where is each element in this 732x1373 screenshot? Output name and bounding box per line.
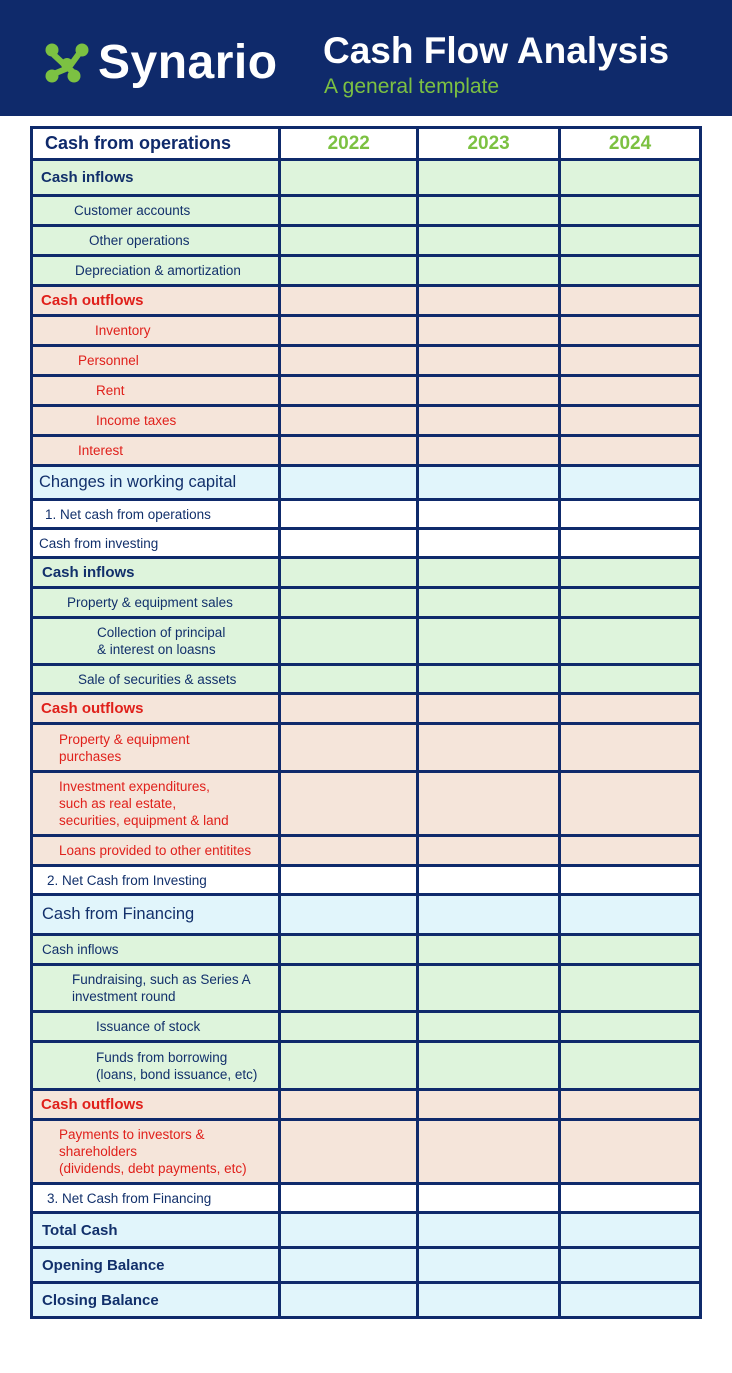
value-cell-2024[interactable]: [560, 196, 701, 226]
row-label: Interest: [32, 436, 280, 466]
value-cell-2022[interactable]: [280, 1184, 418, 1213]
value-cell-2024[interactable]: [560, 965, 701, 1012]
table-row: [32, 286, 701, 316]
table-row: [32, 376, 701, 406]
value-cell-2022[interactable]: [280, 196, 418, 226]
value-cell-2022[interactable]: [280, 376, 418, 406]
cash-flow-table: [30, 126, 702, 1319]
header-banner: [0, 0, 732, 116]
section-heading-operations: Cash from operations: [32, 128, 280, 160]
row-label: Inventory: [32, 316, 280, 346]
page-subtitle: A general template: [324, 75, 500, 98]
table-row: [32, 772, 701, 836]
value-cell-2023[interactable]: [418, 866, 560, 895]
value-cell-2024[interactable]: [560, 160, 701, 196]
table-row: [32, 1120, 701, 1184]
value-cell-2024[interactable]: [560, 866, 701, 895]
value-cell-2024[interactable]: [560, 376, 701, 406]
value-cell-2023[interactable]: [418, 1213, 560, 1248]
table-header-row: [32, 128, 701, 160]
value-cell-2024[interactable]: [560, 529, 701, 558]
value-cell-2022[interactable]: [280, 772, 418, 836]
row-label-line: Payments to investors &: [59, 1127, 205, 1142]
value-cell-2023[interactable]: [418, 935, 560, 965]
table-row: [32, 1090, 701, 1120]
value-cell-2023[interactable]: [418, 316, 560, 346]
row-label-line: investment round: [72, 989, 176, 1004]
row-label: Depreciation & amortization: [32, 256, 280, 286]
value-cell-2024[interactable]: [560, 406, 701, 436]
row-label: Cash from investing: [32, 529, 280, 558]
value-cell-2023[interactable]: [418, 500, 560, 529]
value-cell-2023[interactable]: [418, 965, 560, 1012]
year-header-2023: 2023: [418, 128, 560, 160]
value-cell-2024[interactable]: [560, 558, 701, 588]
table-row: [32, 1042, 701, 1090]
row-label-line: Fundraising, such as Series A: [72, 972, 251, 987]
row-label-line: such as real estate,: [59, 796, 177, 811]
molecule-logo-icon: [44, 42, 90, 84]
value-cell-2023[interactable]: [418, 618, 560, 665]
value-cell-2024[interactable]: [560, 694, 701, 724]
table-row: [32, 694, 701, 724]
value-cell-2024[interactable]: [560, 588, 701, 618]
row-label-line: Property & equipment: [59, 731, 190, 747]
row-label: 3. Net Cash from Financing: [32, 1184, 280, 1213]
value-cell-2023[interactable]: [418, 694, 560, 724]
row-label-line: & interest on loasns: [97, 642, 216, 657]
value-cell-2024[interactable]: [560, 500, 701, 529]
value-cell-2022[interactable]: [280, 1090, 418, 1120]
table-row: [32, 935, 701, 965]
row-label-line: Investment expenditures,: [59, 779, 210, 794]
value-cell-2022[interactable]: [280, 895, 418, 935]
row-label: Closing Balance: [32, 1283, 280, 1318]
row-label-line: (dividends, debt payments, etc): [59, 1161, 247, 1176]
table-row: [32, 965, 701, 1012]
value-cell-2023[interactable]: [418, 558, 560, 588]
year-header-2022: 2022: [280, 128, 418, 160]
table-row: [32, 618, 701, 665]
value-cell-2024[interactable]: [560, 466, 701, 500]
row-label-line: Funds from borrowing: [96, 1049, 228, 1065]
row-label: Total Cash: [32, 1213, 280, 1248]
value-cell-2022[interactable]: [280, 618, 418, 665]
value-cell-2024[interactable]: [560, 1213, 701, 1248]
row-label: Customer accounts: [32, 196, 280, 226]
row-label: Changes in working capital: [32, 466, 280, 500]
row-label: Issuance of stock: [32, 1012, 280, 1042]
row-label: [32, 772, 280, 836]
value-cell-2024[interactable]: [560, 724, 701, 772]
value-cell-2024[interactable]: [560, 895, 701, 935]
value-cell-2023[interactable]: [418, 466, 560, 500]
row-label: Cash outflows: [32, 694, 280, 724]
table-row: [32, 406, 701, 436]
value-cell-2022[interactable]: [280, 935, 418, 965]
value-cell-2023[interactable]: [418, 1184, 560, 1213]
value-cell-2024[interactable]: [560, 256, 701, 286]
value-cell-2024[interactable]: [560, 1283, 701, 1318]
row-label: Cash from Financing: [32, 895, 280, 935]
value-cell-2024[interactable]: [560, 316, 701, 346]
value-cell-2023[interactable]: [418, 256, 560, 286]
value-cell-2023[interactable]: [418, 406, 560, 436]
value-cell-2022[interactable]: [280, 665, 418, 694]
value-cell-2022[interactable]: [280, 436, 418, 466]
value-cell-2023[interactable]: [418, 1090, 560, 1120]
table-row: [32, 665, 701, 694]
row-label: Rent: [32, 376, 280, 406]
value-cell-2023[interactable]: [418, 226, 560, 256]
value-cell-2023[interactable]: [418, 286, 560, 316]
table-row: [32, 346, 701, 376]
value-cell-2024[interactable]: [560, 836, 701, 866]
value-cell-2023[interactable]: [418, 1120, 560, 1184]
row-label: 1. Net cash from operations: [32, 500, 280, 529]
value-cell-2024[interactable]: [560, 286, 701, 316]
value-cell-2022[interactable]: [280, 286, 418, 316]
row-label: Cash outflows: [32, 1090, 280, 1120]
value-cell-2022[interactable]: [280, 316, 418, 346]
value-cell-2024[interactable]: [560, 1184, 701, 1213]
row-label: [32, 1120, 280, 1184]
table-row: [32, 316, 701, 346]
value-cell-2022[interactable]: [280, 1120, 418, 1184]
table-row: [32, 724, 701, 772]
value-cell-2022[interactable]: [280, 406, 418, 436]
value-cell-2023[interactable]: [418, 665, 560, 694]
table-row: [32, 1213, 701, 1248]
row-label: 2. Net Cash from Investing: [32, 866, 280, 895]
table-row: [32, 1283, 701, 1318]
row-label-line: (loans, bond issuance, etc): [96, 1066, 258, 1082]
value-cell-2024[interactable]: [560, 1012, 701, 1042]
value-cell-2022[interactable]: [280, 836, 418, 866]
row-label: Cash inflows: [32, 935, 280, 965]
table-row: [32, 558, 701, 588]
value-cell-2023[interactable]: [418, 772, 560, 836]
value-cell-2023[interactable]: [418, 529, 560, 558]
value-cell-2023[interactable]: [418, 1012, 560, 1042]
row-label-line: Collection of principal: [97, 625, 226, 640]
value-cell-2024[interactable]: [560, 665, 701, 694]
table-row: [32, 836, 701, 866]
row-label: Loans provided to other entitites: [32, 836, 280, 866]
value-cell-2022[interactable]: [280, 1213, 418, 1248]
row-label-line: purchases: [59, 748, 122, 764]
row-label: [32, 618, 280, 665]
value-cell-2023[interactable]: [418, 895, 560, 935]
year-header-2024: 2024: [560, 128, 701, 160]
value-cell-2023[interactable]: [418, 1042, 560, 1090]
value-cell-2024[interactable]: [560, 1120, 701, 1184]
row-label-line: securities, equipment & land: [59, 813, 229, 828]
value-cell-2022[interactable]: [280, 226, 418, 256]
value-cell-2022[interactable]: [280, 466, 418, 500]
row-label: Cash inflows: [32, 160, 280, 196]
value-cell-2024[interactable]: [560, 935, 701, 965]
table-row: [32, 196, 701, 226]
value-cell-2022[interactable]: [280, 1283, 418, 1318]
table-row: [32, 529, 701, 558]
value-cell-2024[interactable]: [560, 1248, 701, 1283]
row-label: [32, 724, 280, 772]
value-cell-2022[interactable]: [280, 160, 418, 196]
value-cell-2023[interactable]: [418, 1283, 560, 1318]
value-cell-2023[interactable]: [418, 836, 560, 866]
table-row: [32, 895, 701, 935]
table-row: [32, 466, 701, 500]
table-row: [32, 160, 701, 196]
value-cell-2022[interactable]: [280, 724, 418, 772]
row-label: Income taxes: [32, 406, 280, 436]
value-cell-2023[interactable]: [418, 160, 560, 196]
value-cell-2023[interactable]: [418, 436, 560, 466]
page-title: Cash Flow Analysis: [323, 30, 670, 71]
value-cell-2022[interactable]: [280, 1042, 418, 1090]
value-cell-2023[interactable]: [418, 1248, 560, 1283]
value-cell-2022[interactable]: [280, 965, 418, 1012]
row-label: Sale of securities & assets: [32, 665, 280, 694]
value-cell-2022[interactable]: [280, 1248, 418, 1283]
value-cell-2022[interactable]: [280, 256, 418, 286]
value-cell-2024[interactable]: [560, 1090, 701, 1120]
table-row: [32, 256, 701, 286]
value-cell-2022[interactable]: [280, 866, 418, 895]
value-cell-2024[interactable]: [560, 436, 701, 466]
value-cell-2024[interactable]: [560, 772, 701, 836]
value-cell-2022[interactable]: [280, 558, 418, 588]
row-label: Cash outflows: [32, 286, 280, 316]
table-row: [32, 226, 701, 256]
value-cell-2024[interactable]: [560, 1042, 701, 1090]
value-cell-2022[interactable]: [280, 1012, 418, 1042]
table-row: [32, 1248, 701, 1283]
value-cell-2023[interactable]: [418, 588, 560, 618]
value-cell-2024[interactable]: [560, 346, 701, 376]
value-cell-2023[interactable]: [418, 196, 560, 226]
value-cell-2023[interactable]: [418, 346, 560, 376]
row-label: Personnel: [32, 346, 280, 376]
row-label: [32, 965, 280, 1012]
row-label: Property & equipment sales: [32, 588, 280, 618]
row-label: Other operations: [32, 226, 280, 256]
table-row: [32, 588, 701, 618]
row-label: [32, 1042, 280, 1090]
row-label-line: shareholders: [59, 1144, 138, 1159]
value-cell-2022[interactable]: [280, 694, 418, 724]
table-row: [32, 500, 701, 529]
table-row: [32, 1184, 701, 1213]
value-cell-2024[interactable]: [560, 618, 701, 665]
value-cell-2022[interactable]: [280, 346, 418, 376]
table-row: [32, 436, 701, 466]
value-cell-2024[interactable]: [560, 226, 701, 256]
table-row: [32, 1012, 701, 1042]
table-row: [32, 866, 701, 895]
row-label: Opening Balance: [32, 1248, 280, 1283]
value-cell-2023[interactable]: [418, 724, 560, 772]
value-cell-2022[interactable]: [280, 529, 418, 558]
value-cell-2022[interactable]: [280, 588, 418, 618]
value-cell-2023[interactable]: [418, 376, 560, 406]
row-label: Cash inflows: [32, 558, 280, 588]
value-cell-2022[interactable]: [280, 500, 418, 529]
brand-name: Synario: [98, 36, 278, 89]
